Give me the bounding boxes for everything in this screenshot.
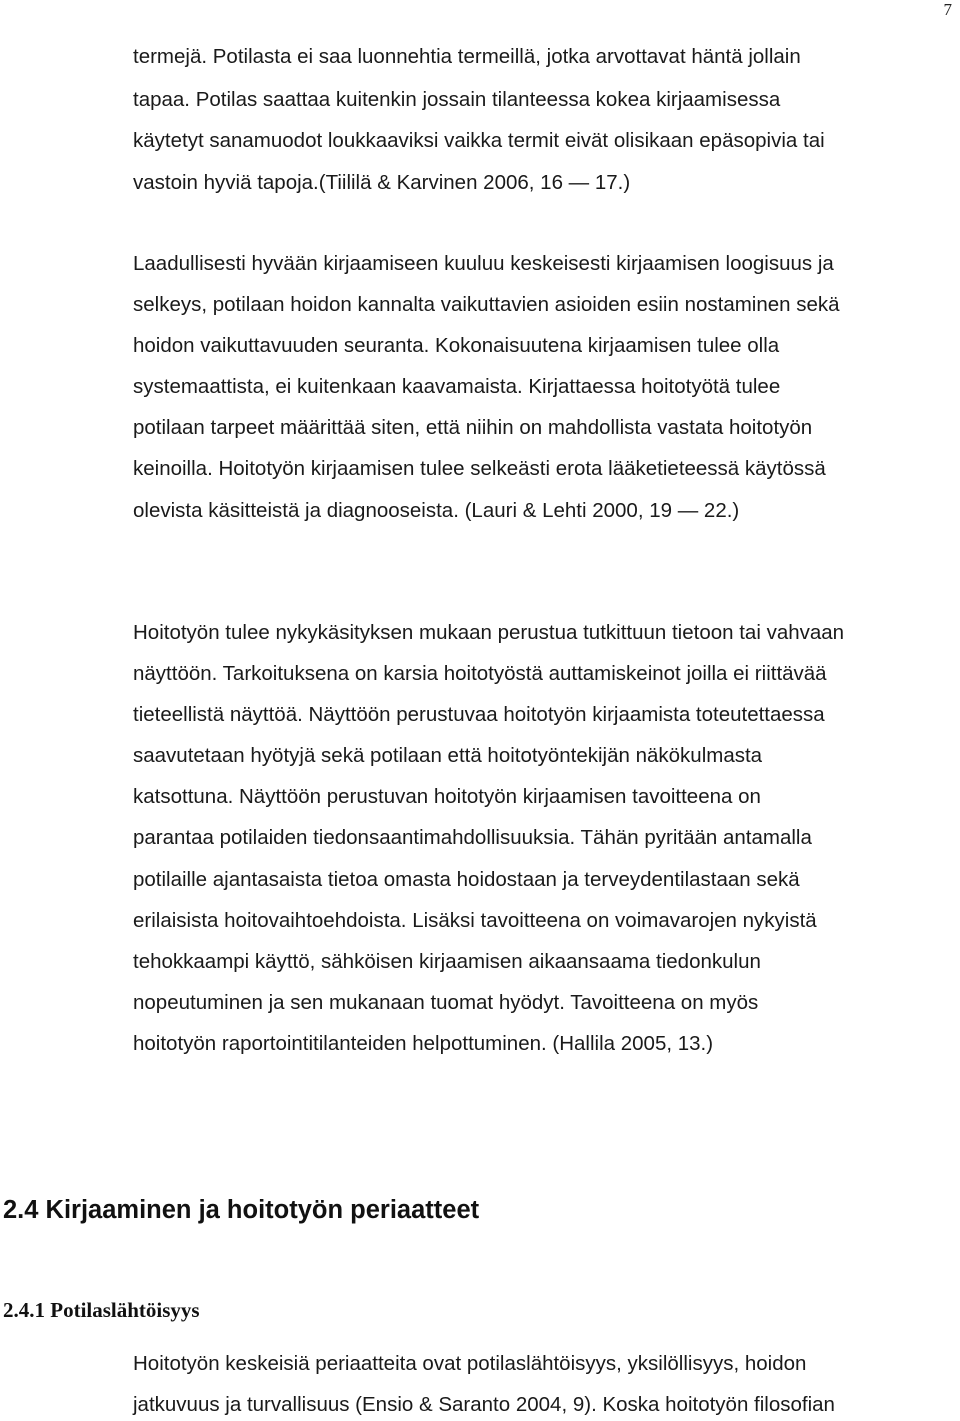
text-line: Laadullisesti hyvään kirjaamiseen kuuluu keskeisesti kirjaamisen loogisuus ja [133, 252, 834, 275]
text-line: tehokkaampi käyttö, sähköisen kirjaamisen aikaansaama tiedonkulun [133, 950, 761, 973]
text-line: vastoin hyviä tapoja.(Tiililä & Karvinen 2006, 16 — 17.) [133, 171, 631, 194]
text-line: Hoitotyön keskeisiä periaatteita ovat potilaslähtöisyys, yksilöllisyys, hoidon [133, 1352, 807, 1375]
text-line: keinoilla. Hoitotyön kirjaamisen tulee selkeästi erota lääketieteessä käytössä [133, 457, 826, 480]
text-line: systemaattista, ei kuitenkaan kaavamaista. Kirjattaessa hoitotyötä tulee [133, 375, 781, 398]
text-line: nopeutuminen ja sen mukanaan tuomat hyödyt. Tavoitteena on myös [133, 991, 759, 1014]
text-line: katsottuna. Näyttöön perustuvan hoitotyön kirjaamisen tavoitteena on [133, 785, 761, 808]
text-line: tapaa. Potilas saattaa kuitenkin jossain tilanteessa kokea kirjaamisessa [133, 88, 781, 111]
subsection-heading: 2.4.1 Potilaslähtöisyys [3, 1298, 200, 1322]
text-line: termejä. Potilasta ei saa luonnehtia termeillä, jotka arvottavat häntä jollain [133, 45, 801, 68]
text-line: hoidon vaikuttavuuden seuranta. Kokonaisuutena kirjaamisen tulee olla [133, 334, 780, 357]
text-line: käytetyt sanamuodot loukkaaviksi vaikka termit eivät olisikaan epäsopivia tai [133, 129, 825, 152]
section-heading: 2.4 Kirjaaminen ja hoitotyön periaatteet [3, 1196, 480, 1224]
text-line: tieteellistä näyttöä. Näyttöön perustuvaa hoitotyön kirjaamista toteutettaessa [133, 703, 825, 726]
text-line: Hoitotyön tulee nykykäsityksen mukaan perustua tutkittuun tietoon tai vahvaan [133, 621, 845, 644]
text-line: näyttöön. Tarkoituksena on karsia hoitotyöstä auttamiskeinot joilla ei riittävää [133, 662, 827, 685]
text-line: hoitotyön raportointitilanteiden helpottuminen. (Hallila 2005, 13.) [133, 1032, 714, 1055]
text-line: erilaisista hoitovaihtoehdoista. Lisäksi tavoitteena on voimavarojen nykyistä [133, 909, 817, 932]
text-line: jatkuvuus ja turvallisuus (Ensio & Saranto 2004, 9). Koska hoitotyön filosofian [133, 1393, 835, 1416]
text-line: selkeys, potilaan hoidon kannalta vaikuttavien asioiden esiin nostaminen sekä [133, 293, 840, 316]
text-line: potilaille ajantasaista tietoa omasta hoidostaan ja terveydentilastaan sekä [133, 868, 800, 891]
text-line: parantaa potilaiden tiedonsaantimahdollisuuksia. Tähän pyritään antamalla [133, 826, 812, 849]
page-number: 7 [943, 0, 952, 19]
text-line: olevista käsitteistä ja diagnooseista. (Lauri & Lehti 2000, 19 — 22.) [133, 499, 740, 522]
text-line: potilaan tarpeet määrittää siten, että niihin on mahdollista vastata hoitotyön [133, 416, 813, 439]
text-line: saavutetaan hyötyjä sekä potilaan että hoitotyöntekijän näkökulmasta [133, 744, 763, 767]
